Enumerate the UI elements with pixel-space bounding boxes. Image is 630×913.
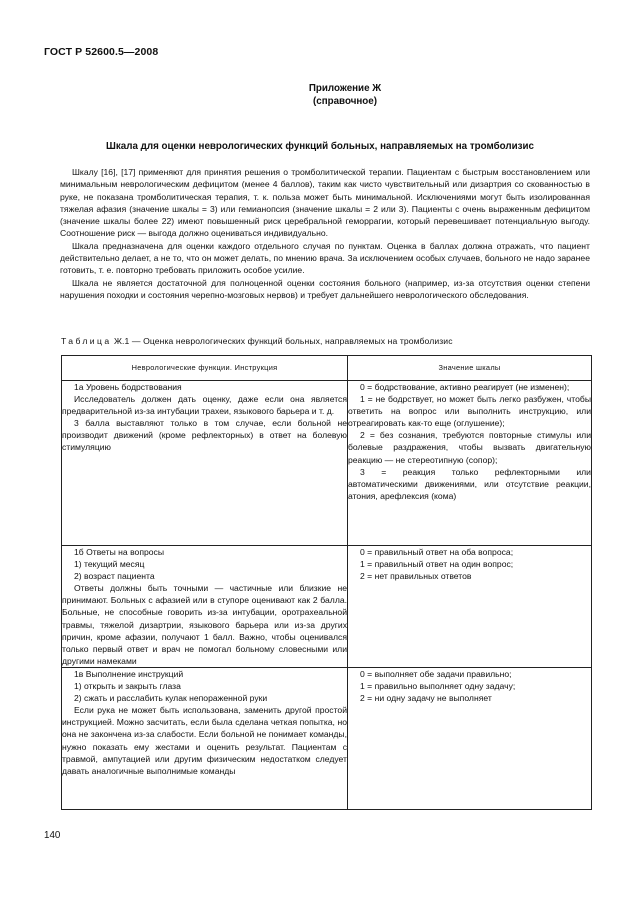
value-cell <box>348 546 592 668</box>
item-heading: 1а Уровень бодрствования <box>74 382 182 392</box>
score-option: 2 = без сознания, требуются повторные стимулы или болевые раздражения, чтобы вызвать двигательную реакцию — не стереотипную (сопор); <box>348 430 591 465</box>
page-number: 140 <box>44 830 61 841</box>
instruction-text: Если рука не может быть использована, заменить другой простой инструкцией. Можно засчитать, если была сделана четкая попытка, но она не закончена из-за слабости. Если больной не понимает команды, нужно показать ему жестами и оценить результат. Пациентам с травмой, ампутацией или другим физическим недостатком следует давать аналогичные выполнимые команды <box>62 705 347 776</box>
item-heading: 1в Выполнение инструкций <box>74 669 184 679</box>
intro-paragraph: Шкала предназначена для оценки каждого отдельного случая по пунктам. Оценка в баллах должна отражать, что пациент действительно делает, а не то, что он может делать, по мнению врача. За исключением особых случаев, больного не надо заранее готовить, т. е. повторно требовать приложить особое усилие. <box>60 240 590 276</box>
table-caption <box>61 336 453 346</box>
instruction-text: 1) текущий месяц <box>74 559 145 570</box>
score-option: 1 = правильный ответ на один вопрос; <box>360 559 514 570</box>
column-header-value: Значение шкалы <box>348 356 592 381</box>
instruction-cell <box>62 546 348 668</box>
table-header-row <box>62 356 592 381</box>
score-option: 3 = реакция только рефлекторными или автоматическими движениями, или отсутствие реакции, атония, арефлексия (кома) <box>348 466 591 501</box>
score-option: 0 = выполняет обе задачи правильно; <box>360 669 512 679</box>
instruction-text: 1) открыть и закрыть глаза <box>74 681 181 692</box>
value-cell <box>348 668 592 810</box>
item-heading: 1б Ответы на вопросы <box>74 547 165 557</box>
score-option: 0 = бодрствование, активно реагирует (не изменен); <box>360 382 570 392</box>
instruction-text: 3 балла выставляют только в том случае, если больной не производит движений (кроме рефлекторных) в ответ на болевую стимуляцию <box>62 418 347 453</box>
score-option: 1 = правильно выполняет одну задачу; <box>360 681 516 692</box>
column-header-instruction: Неврологические функции. Инструкция <box>62 356 348 381</box>
table-row <box>62 668 592 810</box>
table-caption-text: Ж.1 — Оценка неврологических функций больных, направляемых на тромболизис <box>114 336 453 346</box>
neuro-scale-table <box>61 355 592 810</box>
instruction-text: Исследователь должен дать оценку, даже если она является предварительной из-за интубации трахеи, языкового барьера и т. д. <box>62 394 347 417</box>
instruction-cell <box>62 668 348 810</box>
annex-heading <box>0 82 630 108</box>
score-option: 0 = правильный ответ на оба вопроса; <box>360 547 514 557</box>
score-option: 2 = ни одну задачу не выполняет <box>360 693 492 704</box>
instruction-text: 2) сжать и расслабить кулак непораженной руки <box>74 693 268 704</box>
table-row <box>62 381 592 546</box>
intro-text <box>60 166 590 301</box>
score-option: 1 = не бодрствует, но может быть легко разбужен, чтобы ответить на вопрос или выполнить инструкцию, или отреагировать как-то еще (оглушение); <box>348 394 591 429</box>
instruction-text: Ответы должны быть точными — частичные или близкие не принимают. Больных с афазией или в ступоре оценивают как 2 балла. Больные, не способные говорить из-за интубации, оротрахеальной травмы, тяжелой дизартрии, языкового барьера или из-за других причин, кроме афазии, получают 1 балл. Важно, чтобы оценивался только первый ответ и врач не помогал больному словесными или другими намеками <box>62 583 347 666</box>
section-title: Шкала для оценки неврологических функций больных, направляемых на тромболизис <box>106 141 534 152</box>
instruction-cell <box>62 381 348 546</box>
document-code: ГОСТ Р 52600.5—2008 <box>44 46 159 58</box>
table-row <box>62 546 592 668</box>
intro-paragraph: Шкала не является достаточной для полноценной оценки состояния больного (например, из-за отсутствия оценки степени нарушения походки и состояния черепно-мозговых нервов) и требует дальнейшего неврологического обследования. <box>60 277 590 300</box>
score-option: 2 = нет правильных ответов <box>360 571 472 582</box>
annex-subtitle: (справочное) <box>313 96 377 107</box>
annex-title: Приложение Ж <box>308 83 382 94</box>
value-cell <box>348 381 592 546</box>
instruction-text: 2) возраст пациента <box>74 571 155 582</box>
table-caption-prefix: Таблица <box>61 336 112 346</box>
intro-paragraph: Шкалу [16], [17] применяют для принятия решения о тромболитической терапии. Пациентам с быстрым восстановлением или минимальным неврологическим дефицитом (менее 4 баллов), таким как чисто чувствительный или дизартрия со скованностью в руке, не показана тромболитическая терапия, т. к. польза может быть минимальной. Исключениями могут быть изолированная тяжелая афазия (значение шкалы = 3) или гемианопсия (значение шкалы = 2 или 3). Пациенты с очень выраженным дефицитом (значение шкалы более 22) имеют повышенный риск церебральной геморрагии, который перевешивает потенциальную выгоду. Соотношение риск — выгода должно оцениваться индивидуально. <box>60 167 590 239</box>
